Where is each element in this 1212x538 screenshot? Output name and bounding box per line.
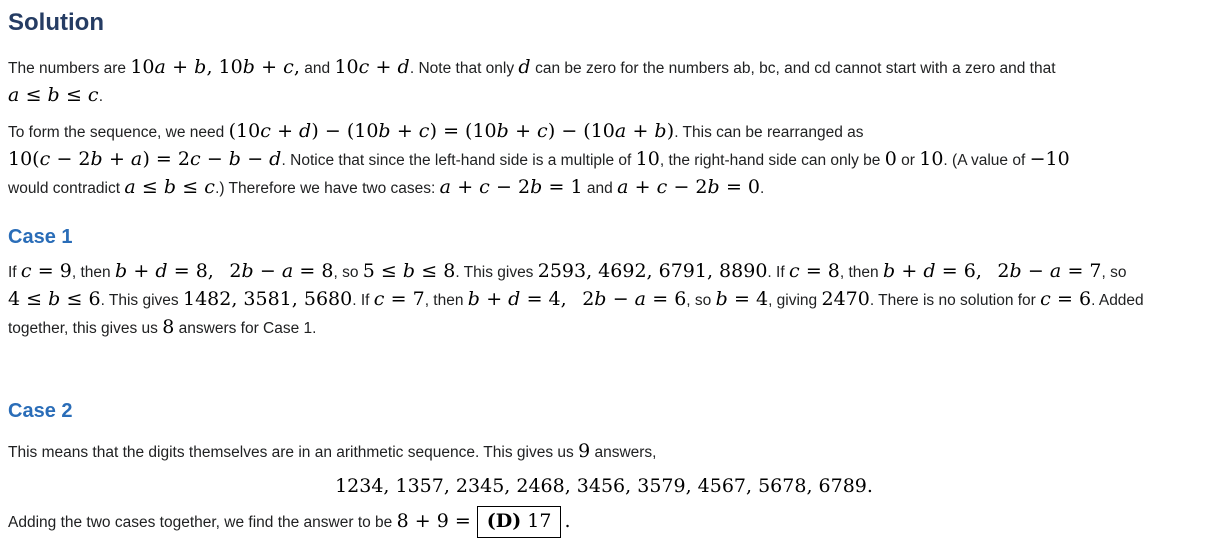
closing-paragraph	[8, 506, 1200, 538]
text-run: This means that the digits themselves are in an arithmetic sequence. This gives us	[8, 444, 579, 461]
math-run: d	[518, 56, 531, 78]
math-run: b = 4	[715, 288, 769, 310]
text-run: .) Therefore we have two cases:	[215, 180, 440, 197]
text-run: , so	[1101, 264, 1127, 281]
math-run: a + c − 2b = 0	[617, 176, 760, 198]
text-run: , the right-hand side can only be	[659, 152, 885, 169]
math-run: 5 ≤ b ≤ 8	[362, 260, 456, 282]
math-run: c = 6	[1040, 288, 1092, 310]
text-run: , then	[424, 292, 468, 309]
paragraph-intro	[8, 54, 1200, 110]
math-run: 9	[578, 440, 591, 462]
answer-list-equation: 1234, 1357, 2345, 2468, 3456, 3579, 4567, 5678, 6789.	[335, 475, 873, 497]
math-run: b + d = 6, 2b − a = 7	[882, 260, 1102, 282]
text-run: If	[8, 264, 21, 281]
math-run: 10	[919, 148, 944, 170]
math-run: 8	[162, 316, 175, 338]
text-run: . This can be rearranged as	[674, 124, 864, 141]
text-run: . If	[352, 292, 374, 309]
math-run: 1482, 3581, 5680	[182, 288, 353, 310]
case2-heading: Case 2	[8, 400, 73, 422]
text-run: or	[896, 152, 920, 169]
text-run: , then	[71, 264, 115, 281]
text-run: . Note that only	[409, 60, 519, 77]
text-run: , giving	[768, 292, 822, 309]
text-run: . If	[767, 264, 789, 281]
case1-heading: Case 1	[8, 226, 73, 248]
math-run: 2593, 4692, 6791, 8890	[537, 260, 768, 282]
math-run: a + c − 2b = 1	[439, 176, 583, 198]
math-run: a ≤ b ≤ c	[8, 84, 99, 106]
math-run: 2470	[821, 288, 870, 310]
text-run: . There is no solution for	[869, 292, 1041, 309]
math-run: 0	[884, 148, 897, 170]
solution-heading: Solution	[8, 9, 104, 36]
text-run: The numbers are	[8, 60, 131, 77]
math-run: 10	[635, 148, 660, 170]
text-run: answers,	[590, 444, 657, 461]
text-run: To form the sequence, we need	[8, 124, 229, 141]
math-run: 10(c − 2b + a) = 2c − b − d	[8, 148, 282, 170]
text-run: , so	[686, 292, 716, 309]
case2-paragraph	[8, 438, 1200, 466]
math-run: 4 ≤ b ≤ 6	[8, 288, 101, 310]
math-run: c = 9	[20, 260, 72, 282]
math-run: .	[564, 510, 571, 532]
math-run: c = 8	[788, 260, 840, 282]
boxed-answer: (D) 17	[477, 506, 562, 538]
paragraph-setup	[8, 118, 1200, 202]
math-run: 8 + 9 =	[396, 510, 471, 532]
text-run: answers for Case 1.	[174, 320, 317, 337]
text-run: can be zero for the numbers ab, bc, and cd cannot start with a zero and that	[530, 60, 1056, 77]
math-run: −10	[1029, 148, 1070, 170]
text-run: and	[582, 180, 618, 197]
text-run: .	[98, 88, 104, 105]
text-run: would contradict	[8, 180, 125, 197]
math-run: c = 7	[373, 288, 425, 310]
math-run: (10c + d) − (10b + c) = (10b + c) − (10a + b)	[228, 120, 675, 142]
text-run: . (A value of	[943, 152, 1030, 169]
case1-paragraph	[8, 258, 1200, 342]
text-run: , then	[839, 264, 883, 281]
text-run: . This gives	[100, 292, 183, 309]
text-run: . Notice that since the left-hand side is a multiple of	[281, 152, 636, 169]
math-run: b + d = 8, 2b − a = 8	[114, 260, 334, 282]
text-run: and	[299, 60, 335, 77]
text-run: .	[760, 180, 765, 197]
text-run: together, this gives us	[8, 320, 163, 337]
math-run: 10a + b, 10b + c,	[130, 56, 300, 78]
math-run: a ≤ b ≤ c	[124, 176, 216, 198]
text-run: , so	[333, 264, 363, 281]
text-run: . Added	[1091, 292, 1144, 309]
text-run: . This gives	[455, 264, 538, 281]
math-run: b + d = 4, 2b − a = 6	[467, 288, 687, 310]
math-run: 10c + d	[334, 56, 410, 78]
text-run: Adding the two cases together, we find the answer to be	[8, 514, 397, 531]
